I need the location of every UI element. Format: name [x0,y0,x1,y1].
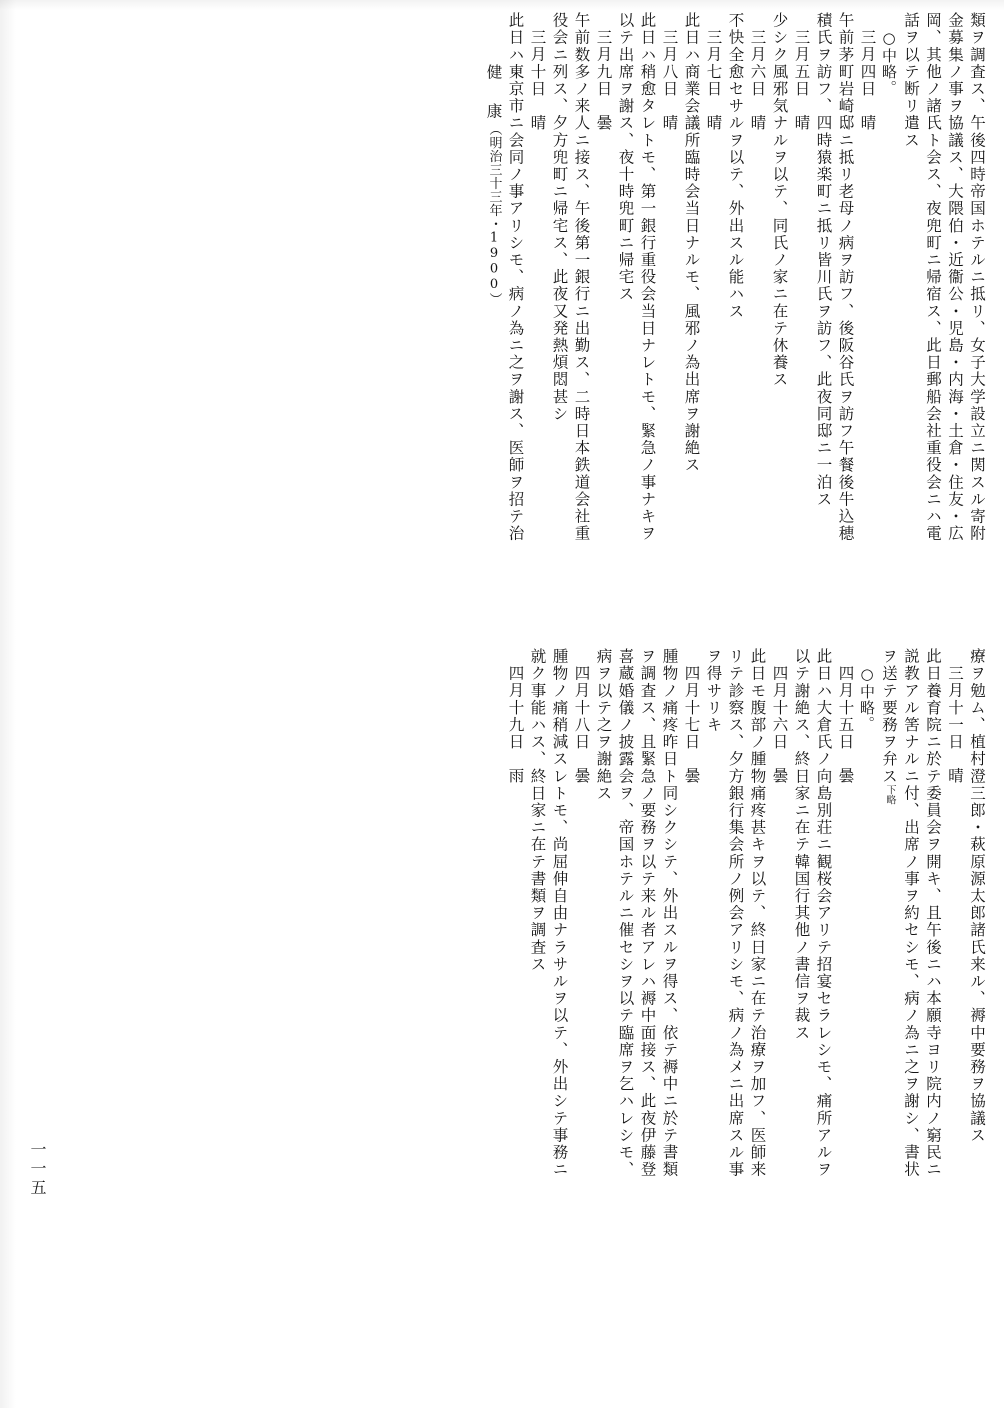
text-column: 就ク事能ハス、終日家ニ在テ書類ヲ調査ス [528,648,547,973]
text-column: 類ヲ調査ス、午後四時帝国ホテルニ抵リ、女子大学設立ニ関スル寄附 [968,12,986,543]
text-column: 説教アル筈ナルニ付、出席ノ事ヲ約セシモ、病ノ為ニ之ヲ謝シ、書状 [902,648,920,1179]
scan-edge-shadow-top [0,0,1004,10]
text-column: 少シク風邪気ナルヲ以テ、同氏ノ家ニ在テ休養ス [770,12,789,389]
text-column: 以テ出席ヲ謝ス、夜十時兜町ニ帰宅ス [616,12,635,303]
page-number: 一一五 [28,1141,47,1198]
text-column: 岡、其他ノ諸氏ト会ス、夜兜町ニ帰宿ス、此日郵船会社重役会ニハ電 [924,12,942,543]
text-column: 以テ謝絶ス、終日家ニ在テ韓国行其他ノ書信ヲ裁ス [792,648,811,1042]
text-column: 四月十五日 曇 [836,665,855,785]
text-column: 四月十八日 曇 [572,665,591,785]
text-column: 此日ハ東京市ニ会同ノ事アリシモ、病ノ為ニ之ヲ謝ス、医師ヲ招テ治 [506,12,525,543]
text-column: 此日モ腹部ノ腫物痛疼甚キヲ以テ、終日家ニ在テ治療ヲ加フ、医師来 [748,648,767,1179]
text-column: 四月十七日 曇 [682,665,701,785]
section-heading [485,12,501,684]
text-column: 三月十日 晴 [528,29,547,132]
text-column: 話ヲ以テ断リ遣ス [902,12,920,149]
text-column: リテ診察ス、夕方銀行集会所ノ例会アリシモ、病ノ為メニ出席スル事 [726,648,745,1179]
text-column: ヲ送テ要務ヲ弁ス下略 [880,648,898,805]
text-column: 此日ハ大倉氏ノ向島別荘ニ観桜会アリテ招宴セラレシモ、痛所アルヲ [814,648,833,1179]
scan-edge-shadow [0,0,16,1408]
text-column: ヲ得サリキ [704,648,723,734]
text-column: ○中略。 [880,29,898,96]
text-column: 三月八日 晴 [660,29,679,132]
text-column: 療ヲ勉ム、植村澄三郎・萩原源太郎諸氏来ル、褥中要務ヲ協議ス [968,648,986,1144]
text-column: 四月十九日 雨 [506,665,525,785]
text-block-lower [20,648,984,1388]
text-column: 三月五日 晴 [792,29,811,132]
text-column: 三月四日 晴 [858,29,877,132]
text-column: 積氏ヲ訪フ、四時猿楽町ニ抵リ皆川氏ヲ訪フ、此夜同邸ニ一泊ス [814,12,833,508]
section-heading-subtitle: （明治三十三年・1900） [486,122,502,306]
text-column: 午前数多ノ来人ニ接ス、午後第一銀行ニ出勤ス、二時日本鉄道会社重 [572,12,591,543]
text-column: 不快全愈セサルヲ以テ、外出スル能ハス [726,12,745,320]
text-column: 午前茅町岩崎邸ニ抵リ老母ノ病ヲ訪フ、後阪谷氏ヲ訪フ午餐後牛込穂 [836,12,855,543]
text-column: 腫物ノ痛稍減スレトモ、尚屈伸自由ナラサルヲ以テ、外出シテ事務ニ [550,648,569,1179]
inline-annotation: 下略 [884,784,895,805]
text-column: 三月六日 晴 [748,29,767,132]
text-column: 腫物ノ痛疼昨日ト同シクシテ、外出スルヲ得ス、依テ褥中ニ於テ書類 [660,648,679,1179]
text-column: ヲ調査ス、且緊急ノ要務ヲ以テ来ル者アレハ褥中面接ス、此夜伊藤登 [638,648,657,1179]
text-block-upper [20,12,984,632]
text-column: 病ヲ以テ之ヲ謝絶ス [594,648,613,802]
text-column: 三月九日 曇 [594,29,613,132]
text-column: 役会ニ列ス、夕方兜町ニ帰宅ス、此夜又発熱煩悶甚シ [550,12,569,423]
text-column: ○中略。 [858,665,876,732]
text-column: 此日ハ商業会議所臨時会当日ナルモ、風邪ノ為出席ヲ謝絶ス [682,12,701,474]
text-column: 四月十六日 曇 [770,665,789,785]
text-column: 三月七日 晴 [704,29,723,132]
text-column: 此日ハ稍愈タレトモ、第一銀行重役会当日ナレトモ、緊急ノ事ナキヲ [638,12,657,543]
text-column: 此日養育院ニ於テ委員会ヲ開キ、且午後ニハ本願寺ヨリ院内ノ窮民ニ [924,648,942,1179]
text-column: 三月十一日 晴 [946,665,964,785]
text-column: 喜蔵婚儀ノ披露会ヲ、帝国ホテルニ催セシヲ以テ臨席ヲ乞ハレシモ、 [616,648,635,1179]
section-heading-title: 健 康 [484,64,503,123]
text-column: 金募集ノ事ヲ協議ス、大隈伯・近衞公・児島・内海・土倉・住友・広 [946,12,964,543]
